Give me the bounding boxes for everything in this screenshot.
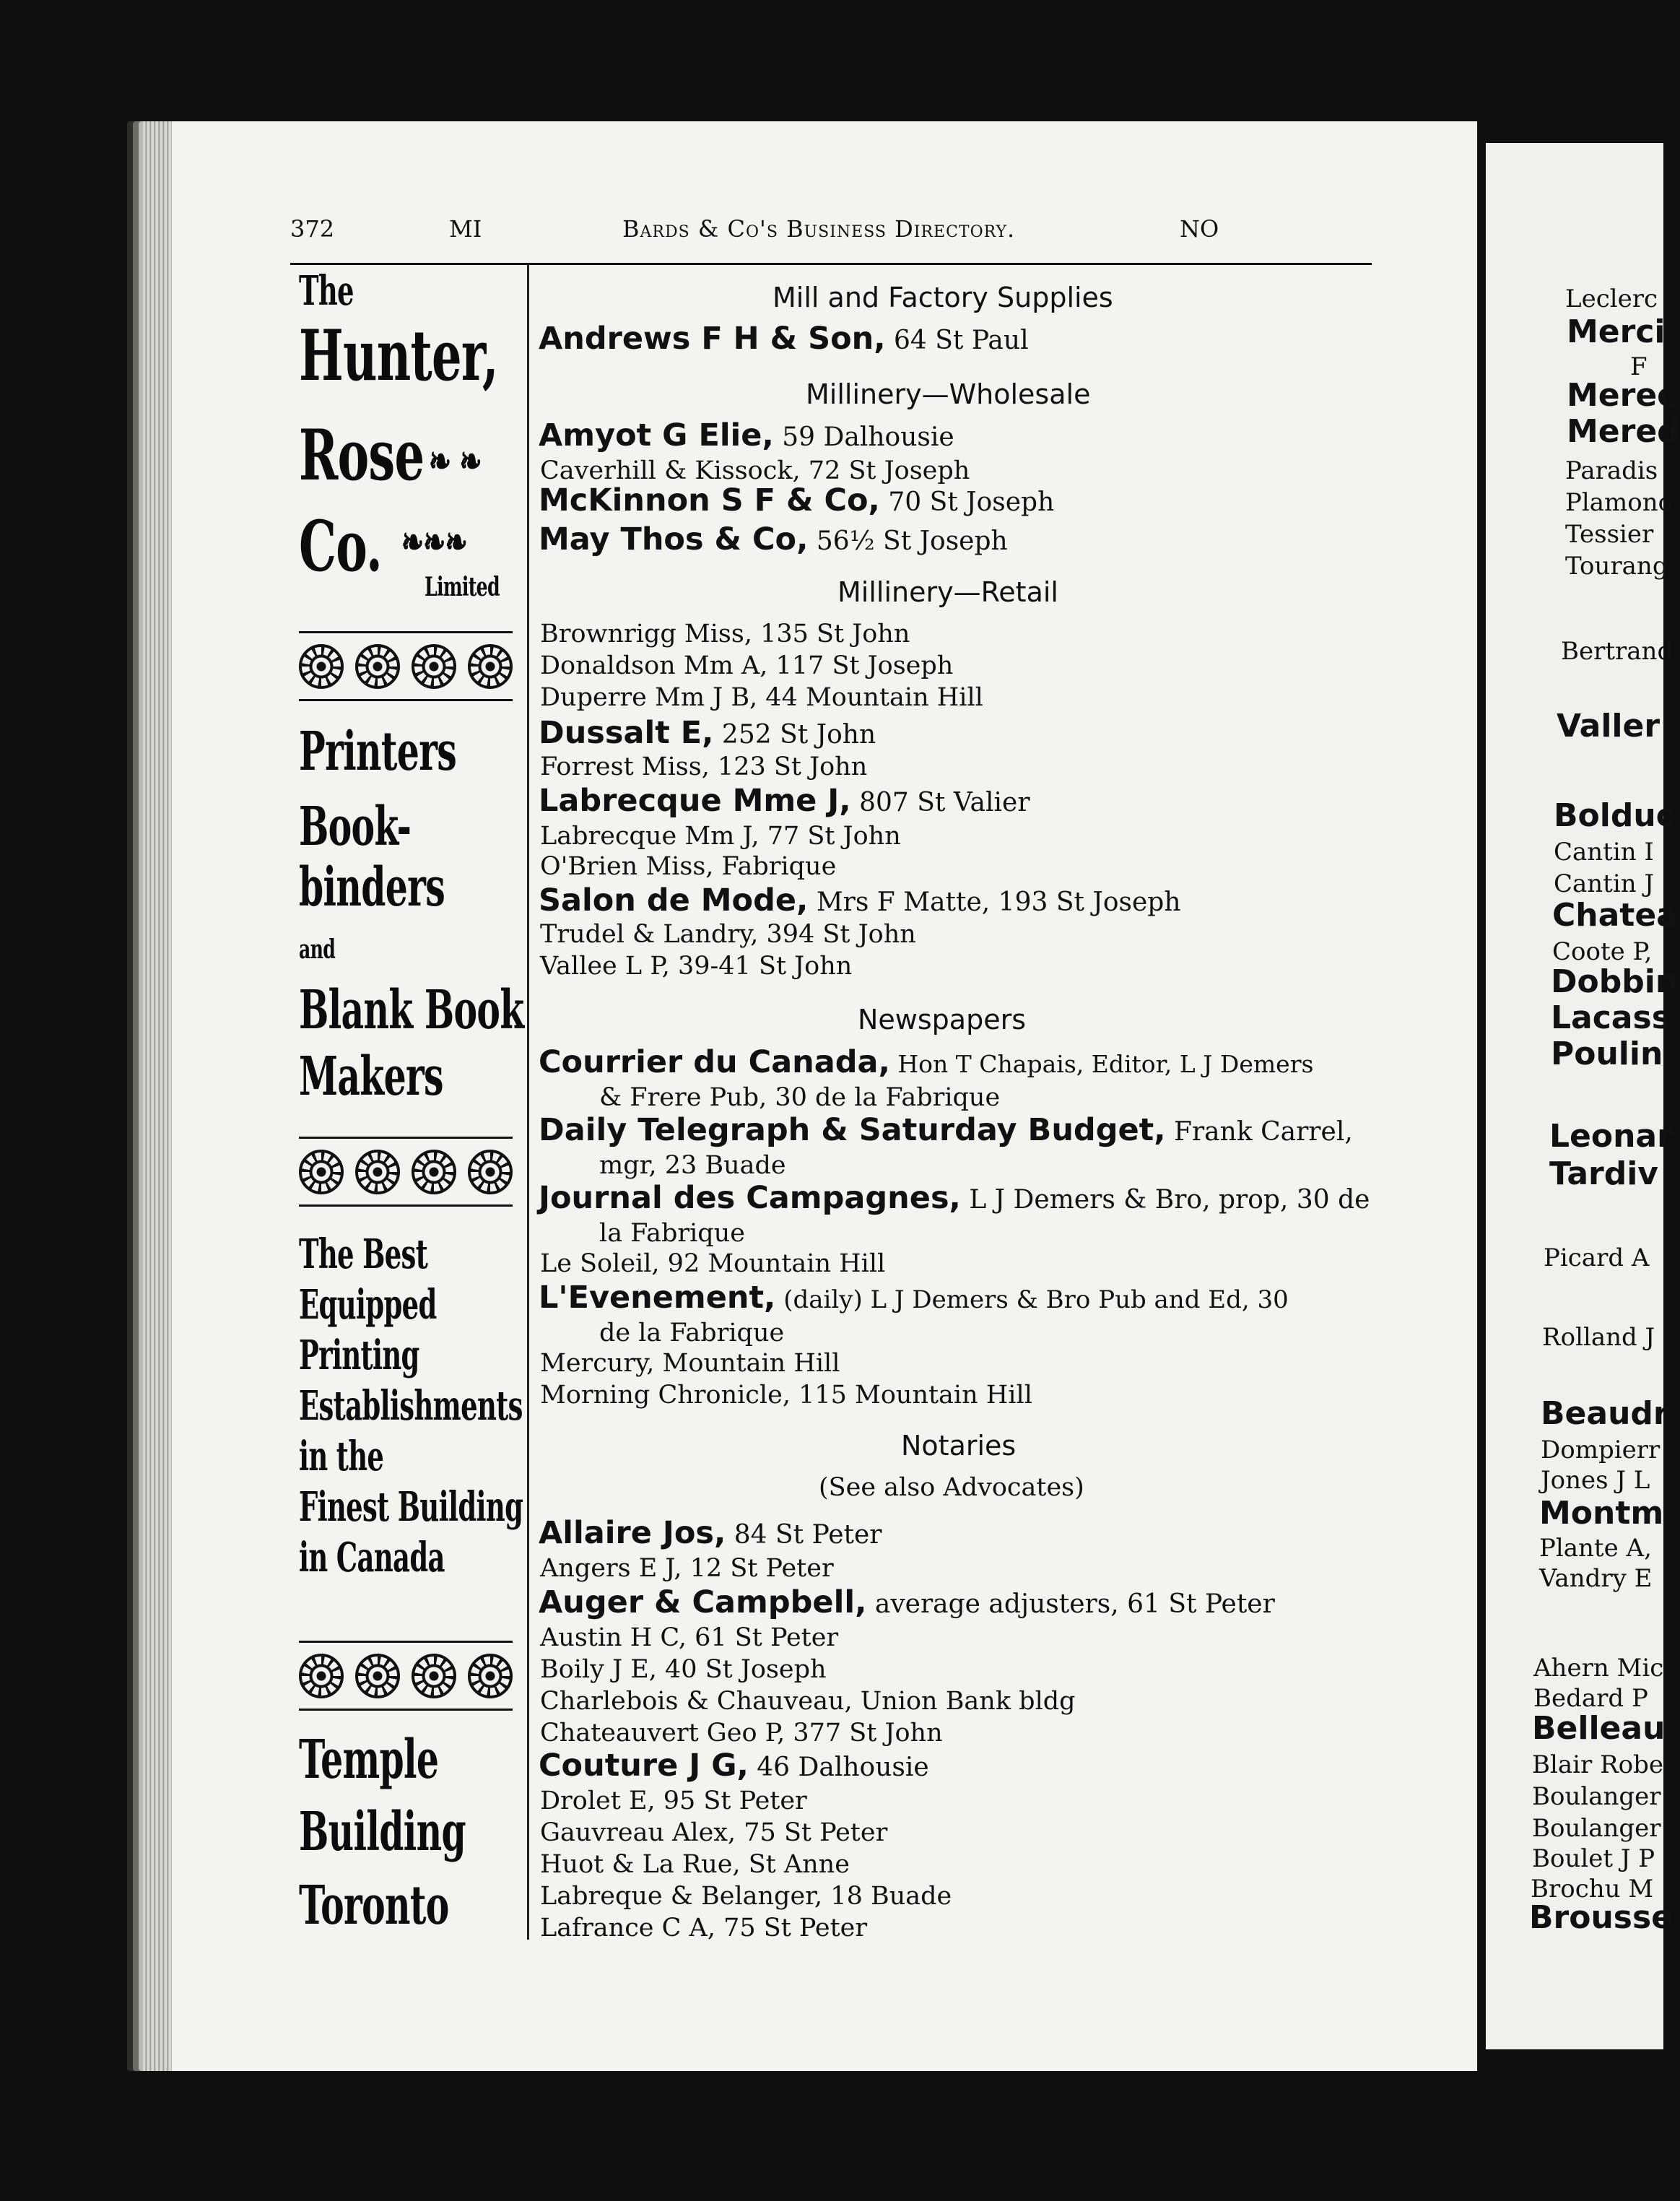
listing-entry [539,1112,1353,1148]
rosette-icon [355,644,400,689]
listing-entry: Caverhill & Kissock, 72 St Joseph [540,456,970,485]
ad-title-rose: Rose [299,414,425,496]
facing-entry: Merec [1567,377,1676,414]
business-address: 46 Dalhousie [748,1753,929,1782]
ad-trade-blank-book: Blank Book [299,979,524,1041]
listing-continuation: de la Fabrique [599,1319,785,1347]
listing-entry [539,417,954,453]
category-heading: Notaries [901,1430,1017,1462]
business-address: average adjusters, 61 St Peter [866,1589,1275,1619]
leaf-ornament-icon: ❧❧❧ [401,518,467,566]
listing-entry: Duperre Mm J B, 44 Mountain Hill [540,683,983,712]
listing-entry: Austin H C, 61 St Peter [540,1623,839,1652]
rosette-icon [412,1654,456,1698]
facing-entry: Cantin I [1554,838,1654,867]
listing-entry: Labreque & Belanger, 18 Buade [540,1882,952,1911]
business-address: 84 St Peter [726,1520,882,1550]
facing-entry: Coote P, [1552,937,1653,966]
ad-slogan-line: The Best [299,1230,428,1278]
rosette-icon [355,1654,400,1698]
listing-entry: Le Soleil, 92 Mountain Hill [540,1249,886,1278]
facing-entry: Tessier [1565,520,1654,549]
business-address: Hon T Chapais, Editor, L J Demers [889,1050,1314,1078]
ad-address-line: Toronto [299,1875,449,1937]
listing-entry: Mercury, Mountain Hill [540,1349,840,1378]
facing-entry: Bertrand [1561,637,1674,666]
listing-entry [539,783,1030,819]
facing-entry: Belleau [1532,1710,1666,1747]
ad-title-hunter: Hunter, [299,315,498,396]
ad-trade-makers: Makers [299,1046,443,1108]
listing-entry: Chateauvert Geo P, 377 St John [540,1719,943,1748]
rosette-icon [412,644,456,689]
facing-entry: Paradis [1565,456,1658,485]
rosette-icon [299,1150,344,1194]
ad-trade-binders: binders [299,856,445,919]
facing-entry: Tourang [1565,552,1668,581]
listing-entry: Angers E J, 12 St Peter [540,1554,834,1583]
header-left-key: MI [449,215,482,243]
listing-entry: Labrecque Mm J, 77 St John [540,822,901,851]
facing-entry: Lacass [1551,999,1671,1036]
business-name: Daily Telegraph & Saturday Budget, [539,1112,1166,1148]
facing-entry: Leclerc [1565,285,1658,313]
facing-entry: Beaudr [1541,1395,1669,1432]
listing-continuation: & Frere Pub, 30 de la Fabrique [599,1083,1001,1112]
listing-entry [539,715,876,751]
business-name: Allaire Jos, [539,1515,726,1551]
listing-entry: Gauvreau Alex, 75 St Peter [540,1818,888,1847]
listing-entry: Brownrigg Miss, 135 St John [540,620,910,648]
business-name: Andrews F H & Son, [539,321,886,357]
header-right-key: NO [1180,215,1219,243]
listing-entry: Boily J E, 40 St Joseph [540,1655,827,1684]
listing-entry: Charlebois & Chauveau, Union Bank bldg [540,1687,1076,1716]
header-title: Bards & Co's Business Directory. [622,215,1016,243]
business-address: L J Demers & Bro, prop, 30 de [960,1185,1370,1215]
facing-page-text [1486,143,1680,2049]
listing-entry: Vallee L P, 39-41 St John [540,952,853,981]
listing-entry [539,482,1054,518]
facing-entry: Mered [1567,413,1680,450]
ad-address-line: Temple [299,1729,439,1791]
listing-entry [539,1748,929,1784]
business-address: 56½ St Joseph [808,526,1008,556]
facing-entry: Leonar [1549,1118,1673,1155]
column-divider [527,264,529,1940]
business-name: Journal des Campagnes, [539,1180,961,1216]
ad-slogan-line: Finest Building [299,1483,523,1531]
business-address: Mrs F Matte, 193 St Joseph [808,887,1181,917]
facing-entry: Poulin [1551,1036,1663,1072]
listing-entry [539,1584,1275,1620]
listing-entry: Huot & La Rue, St Anne [540,1850,850,1879]
ad-slogan-line: in the [299,1433,384,1480]
category-heading: Newspapers [858,1004,1027,1036]
rosette-ornament [299,1137,513,1209]
facing-entry: Chatea [1552,897,1678,934]
business-name: Auger & Campbell, [539,1584,867,1620]
listing-entry: Trudel & Landry, 394 St John [540,920,916,949]
business-address: 807 St Valier [850,788,1030,817]
rosette-ornament [299,631,513,703]
business-name: Labrecque Mme J, [539,783,851,819]
business-name: Couture J G, [539,1748,749,1784]
facing-entry: Tardiv [1549,1155,1658,1192]
listing-entry [539,1180,1370,1216]
facing-entry: Bedard P [1533,1684,1648,1713]
facing-entry: Brousse [1529,1899,1674,1936]
facing-entry: Ahern Mic [1533,1654,1664,1683]
facing-entry: Valler [1557,708,1661,744]
leaf-ornament-icon: ❧ ❧ [429,438,482,485]
rosette-icon [299,644,344,689]
listing-entry: Forrest Miss, 123 St John [540,752,868,781]
facing-entry: Cantin J [1554,869,1655,898]
facing-entry: Boulanger [1532,1814,1661,1843]
facing-entry: Vandry E [1539,1564,1653,1593]
facing-entry: F [1630,352,1648,381]
ad-address-line: Building [299,1801,466,1863]
category-heading: Mill and Factory Supplies [772,282,1113,313]
ad-slogan-line: in Canada [299,1534,445,1581]
business-address: 252 St John [713,720,876,750]
ad-slogan-line: Establishments [299,1382,523,1430]
facing-entry: Picard A [1544,1243,1650,1272]
facing-entry: Dompierr [1541,1436,1661,1464]
facing-entry: Plamono [1565,488,1674,517]
business-name: May Thos & Co, [539,521,809,557]
ad-slogan-line: Printing [299,1332,419,1379]
listing-entry: O'Brien Miss, Fabrique [540,852,837,881]
facing-entry: Dobbin [1551,963,1679,1000]
page-edge [143,121,172,2071]
facing-entry: Brochu M [1531,1875,1654,1903]
listing-entry [539,1515,882,1551]
business-address: Frank Carrel, [1165,1117,1353,1147]
rosette-ornament [299,1641,513,1713]
listing-entry [539,1044,1313,1080]
business-name: Dussalt E, [539,715,714,751]
listing-continuation: mgr, 23 Buade [599,1151,786,1180]
business-name: Salon de Mode, [539,882,809,919]
rosette-icon [355,1150,400,1194]
business-name: L'Evenement, [539,1280,776,1316]
listing-entry: Donaldson Mm A, 117 St Joseph [540,651,954,680]
business-name: Amyot G Elie, [539,417,774,453]
category-heading: Millinery—Wholesale [806,378,1091,410]
rosette-icon [468,644,513,689]
ad-trade-printers: Printers [299,721,457,783]
listing-continuation: la Fabrique [599,1219,745,1248]
ad-limited: Limited [425,572,500,602]
business-address: 70 St Joseph [879,487,1055,517]
ad-trade-and: and [299,934,336,965]
facing-entry: Bolduc [1554,797,1675,834]
listing-entry [539,521,1008,557]
rosette-icon [412,1150,456,1194]
ad-trade-book: Book- [299,796,412,858]
listing-entry: Drolet E, 95 St Peter [540,1787,807,1815]
cross-reference: (See also Advocates) [819,1473,1084,1502]
ad-title-co: Co. [299,505,383,587]
listing-entry: Morning Chronicle, 115 Mountain Hill [540,1381,1032,1410]
ad-slogan-line: Equipped [299,1281,437,1329]
business-address: 59 Dalhousie [773,422,954,452]
business-name: McKinnon S F & Co, [539,482,880,518]
ad-title-the: The [299,267,354,315]
facing-entry: Plante A, [1539,1534,1652,1563]
business-name: Courrier du Canada, [539,1044,890,1080]
facing-entry: Boulanger [1532,1782,1661,1811]
rosette-icon [299,1654,344,1698]
business-address: (daily) L J Demers & Bro Pub and Ed, 30 [775,1285,1289,1314]
category-heading: Millinery—Retail [837,576,1058,608]
facing-entry: Jones J L [1541,1466,1650,1495]
rosette-icon [468,1654,513,1698]
facing-entry: Rolland J [1542,1323,1655,1352]
rosette-icon [468,1150,513,1194]
facing-entry: Boulet J P [1532,1844,1655,1873]
header-rule [290,263,1372,265]
business-address: 64 St Paul [885,326,1029,355]
facing-entry: Merci [1567,313,1666,350]
facing-entry: Montm [1539,1495,1664,1532]
page-number: 372 [290,215,335,243]
listing-entry [539,882,1181,919]
listing-entry [539,1280,1289,1316]
facing-entry: Blair Robe [1532,1750,1664,1779]
listing-entry [539,321,1029,357]
listing-entry: Lafrance C A, 75 St Peter [540,1914,868,1942]
